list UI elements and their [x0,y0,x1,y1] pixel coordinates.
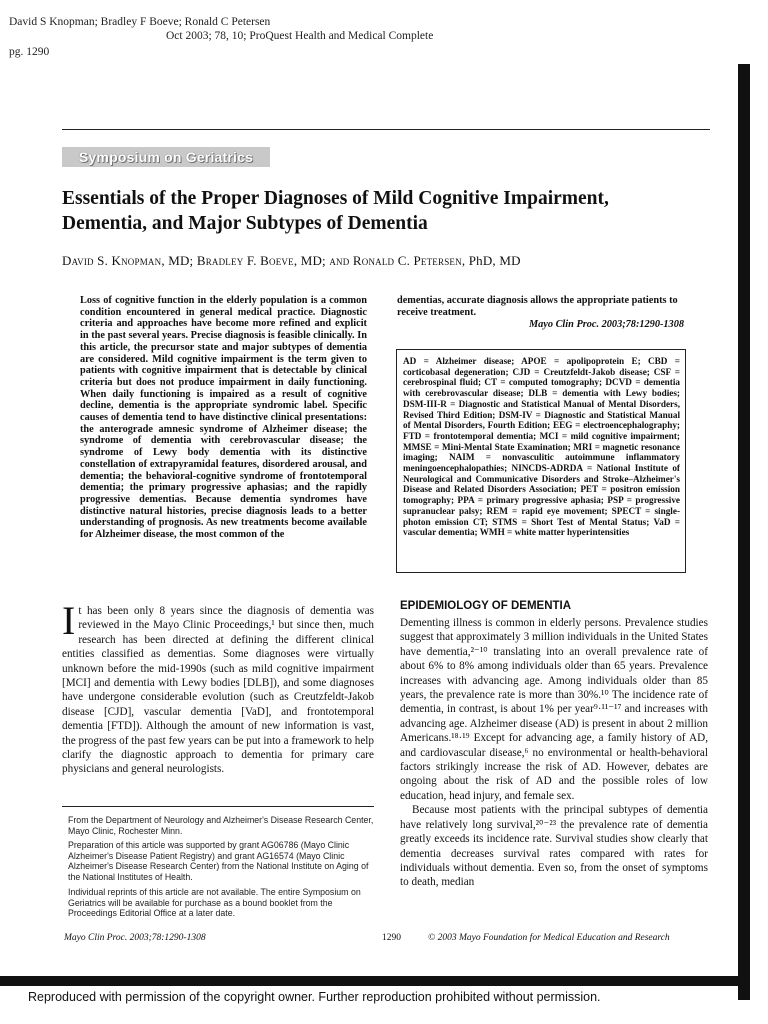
header-authors: David S Knopman; Bradley F Boeve; Ronald C Petersen [9,16,271,28]
header-page: pg. 1290 [9,46,50,58]
footnote-rule [62,806,374,807]
footnote-affiliation: From the Department of Neurology and Alzheimer's Disease Research Center, Mayo Clinic, Rochester Minn. [68,815,374,836]
footer-page-number: 1290 [382,933,401,943]
scan-edge-bottom [0,976,750,986]
article-authors [62,253,702,269]
abstract-citation: Mayo Clin Proc. 2003;78:1290-1308 [528,319,684,330]
article-title [62,186,702,236]
top-rule [62,129,710,130]
author-3-degree: , PhD, MD [461,253,521,268]
reproduction-notice: Reproduced with permission of the copyright owner. Further reproduction prohibited without permission. [28,990,601,1004]
author-1: David S. Knopman [62,253,162,268]
drop-cap: I [62,598,76,643]
title-line-2: Dementia, and Major Subtypes of Dementia [62,213,428,234]
intro-paragraph [62,598,374,777]
epidemiology-p1: Dementing illness is common in elderly persons. Prevalence studies suggest that approximately 3 million individuals in the United States have dementia,²⁻¹⁰ translating into an overall prevalence rate of about 6% to 8% among individuals older than 65 years. Prevalence increases with advancing age. Among individuals older than 85 years, the prevalence rate is more than 30%.¹⁰ The incidence rate of dementia, in contrast, is about 1% per year⁹·¹¹⁻¹⁷ and increases with advancing age. Alzheimer disease (AD) is present in about 2 million Americans.¹⁸·¹⁹ Except for advancing age, a family history of AD, and cardiovascular disease,⁶ no environmental or health-behavioral factors strikingly increase the risk of AD. However, debates are ongoing about the risk of AD and the possible roles of low education, head injury, and female sex. [400,617,708,802]
author-2: Bradley F. Boeve [196,253,294,268]
footnote-reprints: Individual reprints of this article are not available. The entire Symposium on Geriatrics will be available for purchase as a bound booklet from the Proceedings Editorial Office at a later date. [68,887,361,919]
footer-journal: Mayo Clin Proc. 2003;78:1290-1308 [64,933,206,943]
author-and: and [329,253,353,268]
title-line-1: Essentials of the Proper Diagnoses of Mild Cognitive Impairment, [62,188,609,209]
epidemiology-p2: Because most patients with the principal subtypes of dementia have relatively long survival,²⁰⁻²³ the prevalence rate of dementia greatly exceeds its incidence rate. Survival studies show clearly that dementia decreases survival rates compared with rates for individuals without dementia. Even so, from the onset of symptoms to death, median [400,804,708,889]
abbreviations-box [396,349,686,573]
abstract-col1: Loss of cognitive function in the elderly population is a common condition encountered in general medical practice. Diagnostic criteria and approaches have become more refined and explicit in the past several years. Precise diagnosis is feasible clinically. In this article, the precursor state and major subtypes of dementia are considered. Mild cognitive impairment is the term given to patients with cognitive impairment that is detectable by clinical criteria but does not produce impairment in daily functioning. When daily functioning is impaired as a result of cognitive decline, dementia is the appropriate syndromic label. Specific causes of dementia tend to have distinctive clinical presentations: the anterograde amnesic syndrome of Alzheimer disease; the syndrome of dementia with cerebrovascular disease; the syndrome of Lewy body dementia with its distinctive constellation of extrapyramidal features, disordered arousal, and dementia; the behavioral-cognitive syndrome of frontotemporal dementia; the primary progressive aphasias; and the rapidly progressive dementias. Because dementia syndromes have distinctive natural histories, precise diagnosis leads to a better understanding of prognosis. As new treatments become available for Alzheimer disease, the most common of the [80,295,367,541]
footer-copyright: © 2003 Mayo Foundation for Medical Education and Research [428,933,670,943]
header-source: Oct 2003; 78, 10; ProQuest Health and Medical Complete [166,30,434,42]
intro-text: t has been only 8 years since the diagnosis of dementia was reviewed in the Mayo Clinic Proceedings,¹ but since then, much research has been directed at defining the different clinical entities classified as dementias. Some diagnoses were virtually unknown before the mid-1990s (such as mild cognitive impairment [MCI] and dementia with Lewy bodies [DLB]), and some diagnoses have undergone considerable evolution (such as Creutzfeldt-Jakob disease [CJD], vascular dementia [VaD], and frontotemporal dementia [FTD]). Although the amount of new information is vast, the progress of the past few years can be put into a framework to help clarify the diagnostic approach to dementia for primary care physicians and general neurologists. [62,605,374,776]
author-1-degree: , MD; [161,253,197,268]
author-3: Ronald C. Petersen [352,253,462,268]
section-heading: EPIDEMIOLOGY OF DEMENTIA [400,600,572,612]
epidemiology-body [400,616,708,890]
section-badge: Symposium on Geriatrics [62,147,270,167]
author-2-degree: , MD; [293,253,330,268]
footnote-funding: Preparation of this article was supported by grant AG06786 (Mayo Clinic Alzheimer's Disease Patient Registry) and grant AG16574 (Mayo Clinic Alzheimer's Disease Research Center) from the National Institute on Aging of the National Institutes of Health. [68,840,369,882]
abbreviations-text: AD = Alzheimer disease; APOE = apolipoprotein E; CBD = corticobasal degeneration; CJD = Creutzfeldt-Jakob disease; CSF = cerebrospinal fluid; CT = computed tomography; DCVD = dementia with cerebrovascular disease; DLB = dementia with Lewy bodies; DSM-III-R = Diagnostic and Statistical Manual of Mental Disorders, Revised Third Edition; DSM-IV = Diagnostic and Statistical Manual of Mental Disorders, Fourth Edition; EEG = electroencephalography; FTD = frontotemporal dementia; MCI = mild cognitive impairment; MMSE = Mini-Mental State Examination; MRI = magnetic resonance imaging; NAIM = nonvasculitic autoimmune inflammatory meningoencephalopathies; NINCDS-ADRDA = National Institute of Neurological and Communicative Disorders and Stroke–Alzheimer's Disease and Related Disorders Association; PET = positron emission tomography; PPA = primary progressive aphasia; PSP = progressive supranuclear palsy; REM = rapid eye movement; SPECT = single-photon emission CT; STMS = Short Test of Mental Status; VaD = vascular dementia; WMH = white matter hyperintensities [403,356,680,538]
scan-edge-right [738,64,750,1000]
abstract-col2: dementias, accurate diagnosis allows the appropriate patients to receive treatment. [397,295,678,318]
